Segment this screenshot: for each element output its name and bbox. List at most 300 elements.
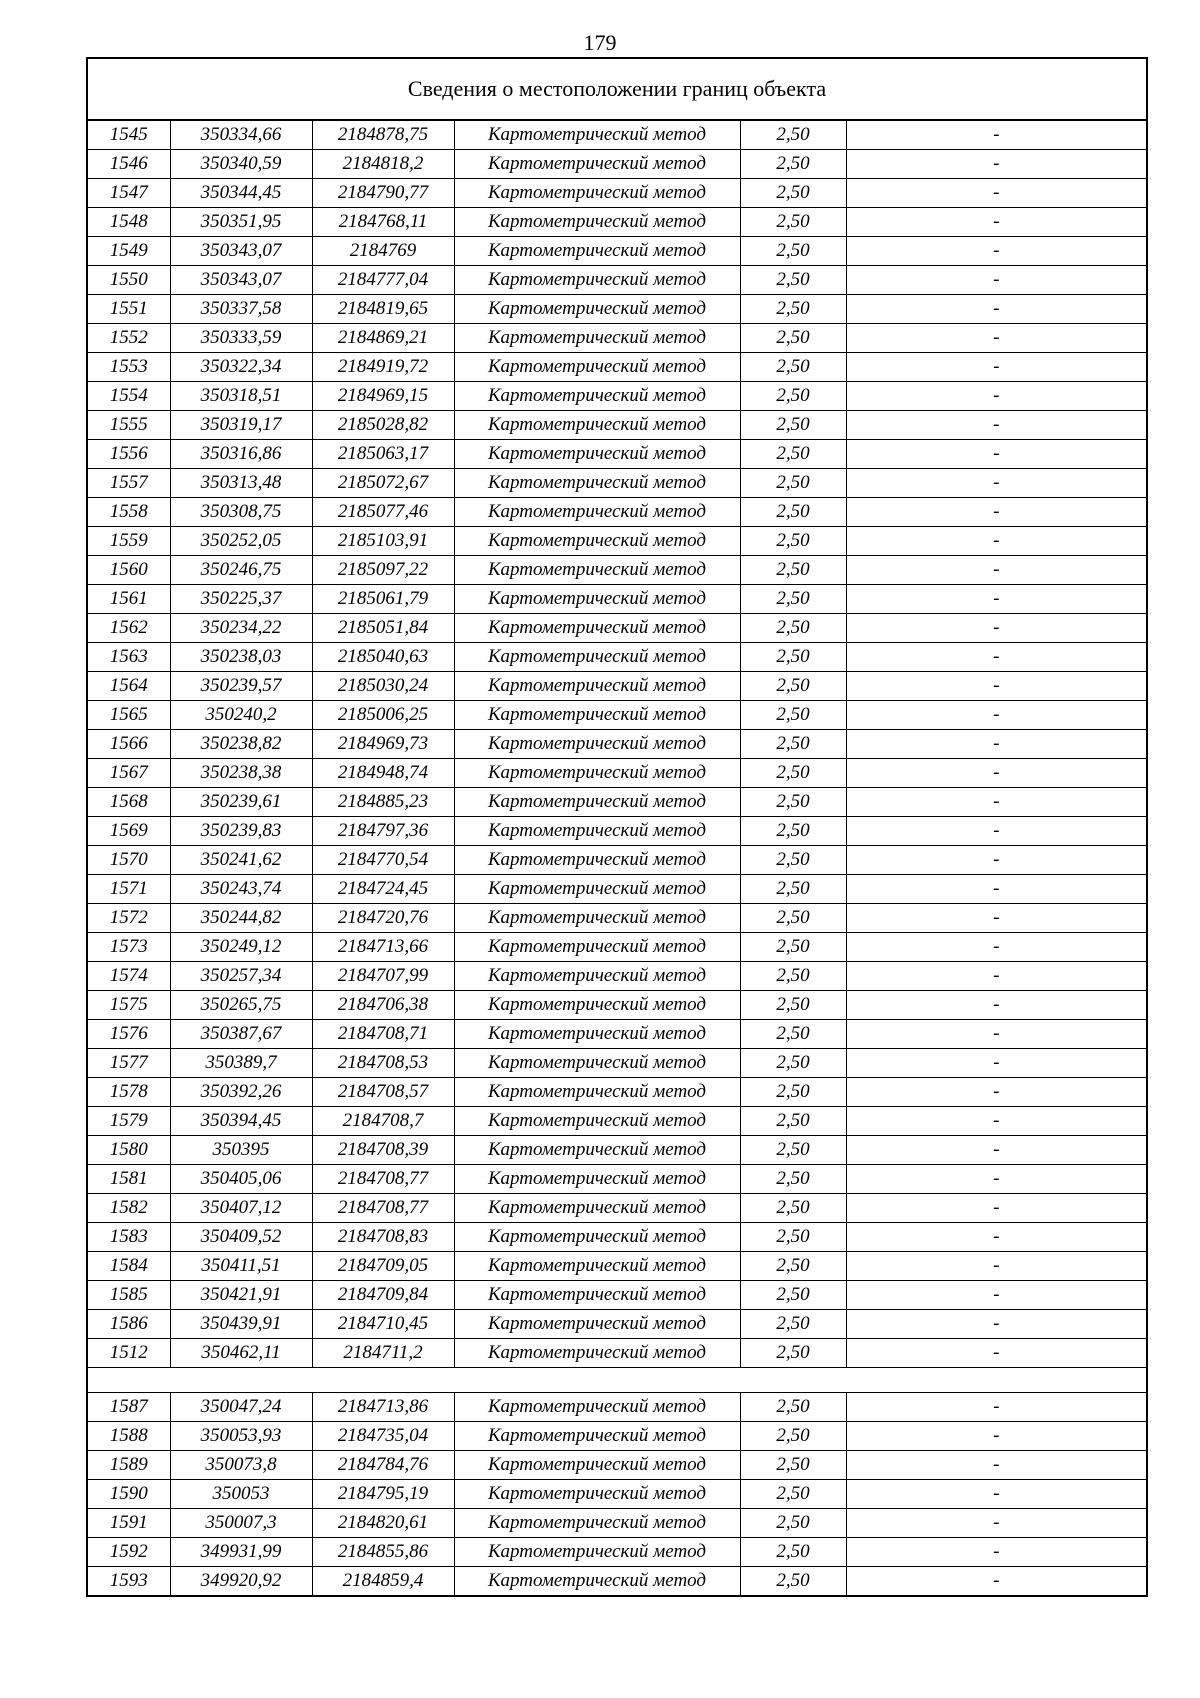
x-coordinate-cell: 349931,99	[170, 1538, 312, 1567]
x-coordinate-cell: 350239,61	[170, 788, 312, 817]
x-coordinate-cell: 350394,45	[170, 1107, 312, 1136]
y-coordinate-cell: 2184724,45	[312, 875, 454, 904]
y-coordinate-cell: 2184707,99	[312, 962, 454, 991]
x-coordinate-cell: 350322,34	[170, 353, 312, 382]
point-number-cell: 1580	[88, 1136, 170, 1165]
accuracy-cell: 2,50	[740, 498, 846, 527]
y-coordinate-cell: 2184709,05	[312, 1252, 454, 1281]
point-number-cell: 1575	[88, 991, 170, 1020]
description-cell: -	[846, 1567, 1146, 1596]
x-coordinate-cell: 350387,67	[170, 1020, 312, 1049]
point-number-cell: 1562	[88, 614, 170, 643]
method-cell: Картометрический метод	[454, 585, 740, 614]
method-cell: Картометрический метод	[454, 759, 740, 788]
table-row	[88, 1194, 1146, 1223]
description-cell: -	[846, 759, 1146, 788]
method-cell: Картометрический метод	[454, 1107, 740, 1136]
description-cell: -	[846, 643, 1146, 672]
accuracy-cell: 2,50	[740, 643, 846, 672]
coordinates-table	[88, 121, 1146, 1595]
point-number-cell: 1564	[88, 672, 170, 701]
point-number-cell: 1550	[88, 266, 170, 295]
point-number-cell: 1578	[88, 1078, 170, 1107]
accuracy-cell: 2,50	[740, 150, 846, 179]
point-number-cell: 1569	[88, 817, 170, 846]
table-row	[88, 730, 1146, 759]
y-coordinate-cell: 2184708,77	[312, 1194, 454, 1223]
accuracy-cell: 2,50	[740, 411, 846, 440]
method-cell: Картометрический метод	[454, 1020, 740, 1049]
description-cell: -	[846, 991, 1146, 1020]
y-coordinate-cell: 2184769	[312, 237, 454, 266]
table-row	[88, 1107, 1146, 1136]
x-coordinate-cell: 350308,75	[170, 498, 312, 527]
x-coordinate-cell: 350409,52	[170, 1223, 312, 1252]
y-coordinate-cell: 2185061,79	[312, 585, 454, 614]
table-row	[88, 1281, 1146, 1310]
method-cell: Картометрический метод	[454, 1194, 740, 1223]
y-coordinate-cell: 2185006,25	[312, 701, 454, 730]
y-coordinate-cell: 2184709,84	[312, 1281, 454, 1310]
y-coordinate-cell: 2184885,23	[312, 788, 454, 817]
accuracy-cell: 2,50	[740, 1509, 846, 1538]
y-coordinate-cell: 2184919,72	[312, 353, 454, 382]
method-cell: Картометрический метод	[454, 962, 740, 991]
description-cell: -	[846, 788, 1146, 817]
method-cell: Картометрический метод	[454, 1422, 740, 1451]
point-number-cell: 1559	[88, 527, 170, 556]
x-coordinate-cell: 350047,24	[170, 1393, 312, 1422]
point-number-cell: 1590	[88, 1480, 170, 1509]
point-number-cell: 1546	[88, 150, 170, 179]
point-number-cell: 1587	[88, 1393, 170, 1422]
table-row	[88, 1252, 1146, 1281]
description-cell: -	[846, 1281, 1146, 1310]
y-coordinate-cell: 2184706,38	[312, 991, 454, 1020]
point-number-cell: 1567	[88, 759, 170, 788]
table-row	[88, 643, 1146, 672]
x-coordinate-cell: 350244,82	[170, 904, 312, 933]
y-coordinate-cell: 2184820,61	[312, 1509, 454, 1538]
x-coordinate-cell: 350395	[170, 1136, 312, 1165]
accuracy-cell: 2,50	[740, 469, 846, 498]
description-cell: -	[846, 1223, 1146, 1252]
method-cell: Картометрический метод	[454, 1451, 740, 1480]
accuracy-cell: 2,50	[740, 1339, 846, 1368]
description-cell: -	[846, 1107, 1146, 1136]
accuracy-cell: 2,50	[740, 1223, 846, 1252]
y-coordinate-cell: 2184818,2	[312, 150, 454, 179]
point-number-cell: 1585	[88, 1281, 170, 1310]
x-coordinate-cell: 350318,51	[170, 382, 312, 411]
method-cell: Картометрический метод	[454, 614, 740, 643]
table-title: Сведения о местоположении границ объекта	[88, 59, 1146, 121]
description-cell: -	[846, 498, 1146, 527]
x-coordinate-cell: 350343,07	[170, 266, 312, 295]
accuracy-cell: 2,50	[740, 614, 846, 643]
x-coordinate-cell: 350340,59	[170, 150, 312, 179]
accuracy-cell: 2,50	[740, 1107, 846, 1136]
description-cell: -	[846, 411, 1146, 440]
method-cell: Картометрический метод	[454, 1252, 740, 1281]
table-row	[88, 1049, 1146, 1078]
point-number-cell: 1566	[88, 730, 170, 759]
description-cell: -	[846, 1078, 1146, 1107]
table-row	[88, 411, 1146, 440]
y-coordinate-cell: 2184710,45	[312, 1310, 454, 1339]
point-number-cell: 1583	[88, 1223, 170, 1252]
description-cell: -	[846, 440, 1146, 469]
table-row	[88, 150, 1146, 179]
method-cell: Картометрический метод	[454, 817, 740, 846]
method-cell: Картометрический метод	[454, 1281, 740, 1310]
y-coordinate-cell: 2184708,77	[312, 1165, 454, 1194]
point-number-cell: 1512	[88, 1339, 170, 1368]
accuracy-cell: 2,50	[740, 1393, 846, 1422]
method-cell: Картометрический метод	[454, 701, 740, 730]
point-number-cell: 1571	[88, 875, 170, 904]
table-row	[88, 324, 1146, 353]
point-number-cell: 1565	[88, 701, 170, 730]
point-number-cell: 1552	[88, 324, 170, 353]
method-cell: Картометрический метод	[454, 1567, 740, 1596]
y-coordinate-cell: 2184708,71	[312, 1020, 454, 1049]
table-row	[88, 701, 1146, 730]
x-coordinate-cell: 350241,62	[170, 846, 312, 875]
section-separator-row	[88, 1368, 1146, 1393]
y-coordinate-cell: 2184768,11	[312, 208, 454, 237]
table-row	[88, 208, 1146, 237]
y-coordinate-cell: 2185103,91	[312, 527, 454, 556]
description-cell: -	[846, 121, 1146, 150]
x-coordinate-cell: 350344,45	[170, 179, 312, 208]
table-row	[88, 1480, 1146, 1509]
point-number-cell: 1579	[88, 1107, 170, 1136]
description-cell: -	[846, 962, 1146, 991]
accuracy-cell: 2,50	[740, 1538, 846, 1567]
description-cell: -	[846, 585, 1146, 614]
x-coordinate-cell: 350238,82	[170, 730, 312, 759]
point-number-cell: 1589	[88, 1451, 170, 1480]
description-cell: -	[846, 237, 1146, 266]
accuracy-cell: 2,50	[740, 266, 846, 295]
point-number-cell: 1593	[88, 1567, 170, 1596]
method-cell: Картометрический метод	[454, 179, 740, 208]
method-cell: Картометрический метод	[454, 150, 740, 179]
point-number-cell: 1555	[88, 411, 170, 440]
x-coordinate-cell: 350411,51	[170, 1252, 312, 1281]
y-coordinate-cell: 2184720,76	[312, 904, 454, 933]
y-coordinate-cell: 2185097,22	[312, 556, 454, 585]
method-cell: Картометрический метод	[454, 1538, 740, 1567]
method-cell: Картометрический метод	[454, 498, 740, 527]
accuracy-cell: 2,50	[740, 1281, 846, 1310]
x-coordinate-cell: 350319,17	[170, 411, 312, 440]
method-cell: Картометрический метод	[454, 266, 740, 295]
x-coordinate-cell: 350238,38	[170, 759, 312, 788]
accuracy-cell: 2,50	[740, 1567, 846, 1596]
table-row	[88, 585, 1146, 614]
description-cell: -	[846, 1451, 1146, 1480]
table-row	[88, 672, 1146, 701]
accuracy-cell: 2,50	[740, 730, 846, 759]
point-number-cell: 1586	[88, 1310, 170, 1339]
table-row	[88, 353, 1146, 382]
accuracy-cell: 2,50	[740, 875, 846, 904]
accuracy-cell: 2,50	[740, 1252, 846, 1281]
accuracy-cell: 2,50	[740, 1020, 846, 1049]
table-row	[88, 962, 1146, 991]
y-coordinate-cell: 2184708,39	[312, 1136, 454, 1165]
method-cell: Картометрический метод	[454, 1509, 740, 1538]
method-cell: Картометрический метод	[454, 933, 740, 962]
accuracy-cell: 2,50	[740, 817, 846, 846]
y-coordinate-cell: 2185077,46	[312, 498, 454, 527]
table-row	[88, 1078, 1146, 1107]
description-cell: -	[846, 1538, 1146, 1567]
accuracy-cell: 2,50	[740, 672, 846, 701]
method-cell: Картометрический метод	[454, 382, 740, 411]
y-coordinate-cell: 2184969,15	[312, 382, 454, 411]
accuracy-cell: 2,50	[740, 1165, 846, 1194]
x-coordinate-cell: 350053	[170, 1480, 312, 1509]
table-row	[88, 237, 1146, 266]
table-row	[88, 382, 1146, 411]
description-cell: -	[846, 150, 1146, 179]
description-cell: -	[846, 1049, 1146, 1078]
point-number-cell: 1576	[88, 1020, 170, 1049]
method-cell: Картометрический метод	[454, 1393, 740, 1422]
accuracy-cell: 2,50	[740, 121, 846, 150]
accuracy-cell: 2,50	[740, 991, 846, 1020]
method-cell: Картометрический метод	[454, 1136, 740, 1165]
method-cell: Картометрический метод	[454, 1310, 740, 1339]
description-cell: -	[846, 701, 1146, 730]
point-number-cell: 1545	[88, 121, 170, 150]
method-cell: Картометрический метод	[454, 440, 740, 469]
accuracy-cell: 2,50	[740, 1194, 846, 1223]
table-row	[88, 875, 1146, 904]
y-coordinate-cell: 2184713,86	[312, 1393, 454, 1422]
description-cell: -	[846, 469, 1146, 498]
y-coordinate-cell: 2184797,36	[312, 817, 454, 846]
point-number-cell: 1553	[88, 353, 170, 382]
point-number-cell: 1560	[88, 556, 170, 585]
description-cell: -	[846, 846, 1146, 875]
method-cell: Картометрический метод	[454, 411, 740, 440]
accuracy-cell: 2,50	[740, 701, 846, 730]
description-cell: -	[846, 817, 1146, 846]
method-cell: Картометрический метод	[454, 788, 740, 817]
y-coordinate-cell: 2185040,63	[312, 643, 454, 672]
accuracy-cell: 2,50	[740, 1422, 846, 1451]
description-cell: -	[846, 208, 1146, 237]
description-cell: -	[846, 266, 1146, 295]
table-row	[88, 440, 1146, 469]
section-separator-cell	[88, 1368, 1146, 1393]
point-number-cell: 1568	[88, 788, 170, 817]
x-coordinate-cell: 350234,22	[170, 614, 312, 643]
accuracy-cell: 2,50	[740, 904, 846, 933]
table-row	[88, 556, 1146, 585]
y-coordinate-cell: 2184713,66	[312, 933, 454, 962]
description-cell: -	[846, 353, 1146, 382]
description-cell: -	[846, 1422, 1146, 1451]
y-coordinate-cell: 2184790,77	[312, 179, 454, 208]
method-cell: Картометрический метод	[454, 1078, 740, 1107]
method-cell: Картометрический метод	[454, 353, 740, 382]
y-coordinate-cell: 2185051,84	[312, 614, 454, 643]
coordinates-table-body	[88, 121, 1146, 1595]
page-number: 179	[583, 30, 617, 55]
y-coordinate-cell: 2184777,04	[312, 266, 454, 295]
y-coordinate-cell: 2184708,57	[312, 1078, 454, 1107]
description-cell: -	[846, 1252, 1146, 1281]
method-cell: Картометрический метод	[454, 469, 740, 498]
method-cell: Картометрический метод	[454, 208, 740, 237]
method-cell: Картометрический метод	[454, 904, 740, 933]
accuracy-cell: 2,50	[740, 1310, 846, 1339]
method-cell: Картометрический метод	[454, 1165, 740, 1194]
description-cell: -	[846, 1165, 1146, 1194]
point-number-cell: 1572	[88, 904, 170, 933]
y-coordinate-cell: 2184969,73	[312, 730, 454, 759]
point-number-cell: 1551	[88, 295, 170, 324]
x-coordinate-cell: 350240,2	[170, 701, 312, 730]
table-row	[88, 121, 1146, 150]
point-number-cell: 1573	[88, 933, 170, 962]
accuracy-cell: 2,50	[740, 556, 846, 585]
point-number-cell: 1557	[88, 469, 170, 498]
point-number-cell: 1581	[88, 1165, 170, 1194]
y-coordinate-cell: 2184859,4	[312, 1567, 454, 1596]
table-row	[88, 498, 1146, 527]
y-coordinate-cell: 2184708,53	[312, 1049, 454, 1078]
point-number-cell: 1547	[88, 179, 170, 208]
x-coordinate-cell: 350313,48	[170, 469, 312, 498]
description-cell: -	[846, 1136, 1146, 1165]
point-number-cell: 1574	[88, 962, 170, 991]
x-coordinate-cell: 350351,95	[170, 208, 312, 237]
accuracy-cell: 2,50	[740, 962, 846, 991]
point-number-cell: 1582	[88, 1194, 170, 1223]
method-cell: Картометрический метод	[454, 527, 740, 556]
table-row	[88, 295, 1146, 324]
description-cell: -	[846, 672, 1146, 701]
description-cell: -	[846, 527, 1146, 556]
accuracy-cell: 2,50	[740, 1049, 846, 1078]
accuracy-cell: 2,50	[740, 788, 846, 817]
table-row	[88, 788, 1146, 817]
table-row	[88, 266, 1146, 295]
x-coordinate-cell: 349920,92	[170, 1567, 312, 1596]
x-coordinate-cell: 350257,34	[170, 962, 312, 991]
table-row	[88, 904, 1146, 933]
point-number-cell: 1592	[88, 1538, 170, 1567]
point-number-cell: 1570	[88, 846, 170, 875]
y-coordinate-cell: 2185072,67	[312, 469, 454, 498]
description-cell: -	[846, 730, 1146, 759]
description-cell: -	[846, 1393, 1146, 1422]
table-row	[88, 759, 1146, 788]
table-row	[88, 1567, 1146, 1596]
description-cell: -	[846, 904, 1146, 933]
description-cell: -	[846, 1480, 1146, 1509]
x-coordinate-cell: 350073,8	[170, 1451, 312, 1480]
table-row	[88, 1538, 1146, 1567]
point-number-cell: 1558	[88, 498, 170, 527]
x-coordinate-cell: 350239,57	[170, 672, 312, 701]
method-cell: Картометрический метод	[454, 295, 740, 324]
accuracy-cell: 2,50	[740, 237, 846, 266]
table-row	[88, 1020, 1146, 1049]
y-coordinate-cell: 2184711,2	[312, 1339, 454, 1368]
x-coordinate-cell: 350239,83	[170, 817, 312, 846]
table-row	[88, 817, 1146, 846]
accuracy-cell: 2,50	[740, 440, 846, 469]
accuracy-cell: 2,50	[740, 527, 846, 556]
point-number-cell: 1556	[88, 440, 170, 469]
accuracy-cell: 2,50	[740, 1451, 846, 1480]
point-number-cell: 1577	[88, 1049, 170, 1078]
x-coordinate-cell: 350407,12	[170, 1194, 312, 1223]
table-row	[88, 846, 1146, 875]
x-coordinate-cell: 350243,74	[170, 875, 312, 904]
accuracy-cell: 2,50	[740, 585, 846, 614]
y-coordinate-cell: 2184735,04	[312, 1422, 454, 1451]
x-coordinate-cell: 350462,11	[170, 1339, 312, 1368]
x-coordinate-cell: 350392,26	[170, 1078, 312, 1107]
description-cell: -	[846, 1020, 1146, 1049]
point-number-cell: 1548	[88, 208, 170, 237]
point-number-cell: 1549	[88, 237, 170, 266]
method-cell: Картометрический метод	[454, 846, 740, 875]
description-cell: -	[846, 179, 1146, 208]
description-cell: -	[846, 933, 1146, 962]
y-coordinate-cell: 2184784,76	[312, 1451, 454, 1480]
y-coordinate-cell: 2184855,86	[312, 1538, 454, 1567]
accuracy-cell: 2,50	[740, 1480, 846, 1509]
method-cell: Картометрический метод	[454, 237, 740, 266]
description-cell: -	[846, 1194, 1146, 1223]
method-cell: Картометрический метод	[454, 643, 740, 672]
x-coordinate-cell: 350421,91	[170, 1281, 312, 1310]
method-cell: Картометрический метод	[454, 556, 740, 585]
y-coordinate-cell: 2185063,17	[312, 440, 454, 469]
y-coordinate-cell: 2185030,24	[312, 672, 454, 701]
accuracy-cell: 2,50	[740, 208, 846, 237]
point-number-cell: 1588	[88, 1422, 170, 1451]
description-cell: -	[846, 1310, 1146, 1339]
table-row	[88, 1339, 1146, 1368]
point-number-cell: 1554	[88, 382, 170, 411]
x-coordinate-cell: 350246,75	[170, 556, 312, 585]
accuracy-cell: 2,50	[740, 382, 846, 411]
method-cell: Картометрический метод	[454, 1223, 740, 1252]
accuracy-cell: 2,50	[740, 353, 846, 382]
method-cell: Картометрический метод	[454, 324, 740, 353]
accuracy-cell: 2,50	[740, 179, 846, 208]
y-coordinate-cell: 2184770,54	[312, 846, 454, 875]
table-row	[88, 614, 1146, 643]
point-number-cell: 1591	[88, 1509, 170, 1538]
table-row	[88, 1422, 1146, 1451]
x-coordinate-cell: 350252,05	[170, 527, 312, 556]
description-cell: -	[846, 1339, 1146, 1368]
table-row	[88, 1310, 1146, 1339]
x-coordinate-cell: 350265,75	[170, 991, 312, 1020]
accuracy-cell: 2,50	[740, 759, 846, 788]
